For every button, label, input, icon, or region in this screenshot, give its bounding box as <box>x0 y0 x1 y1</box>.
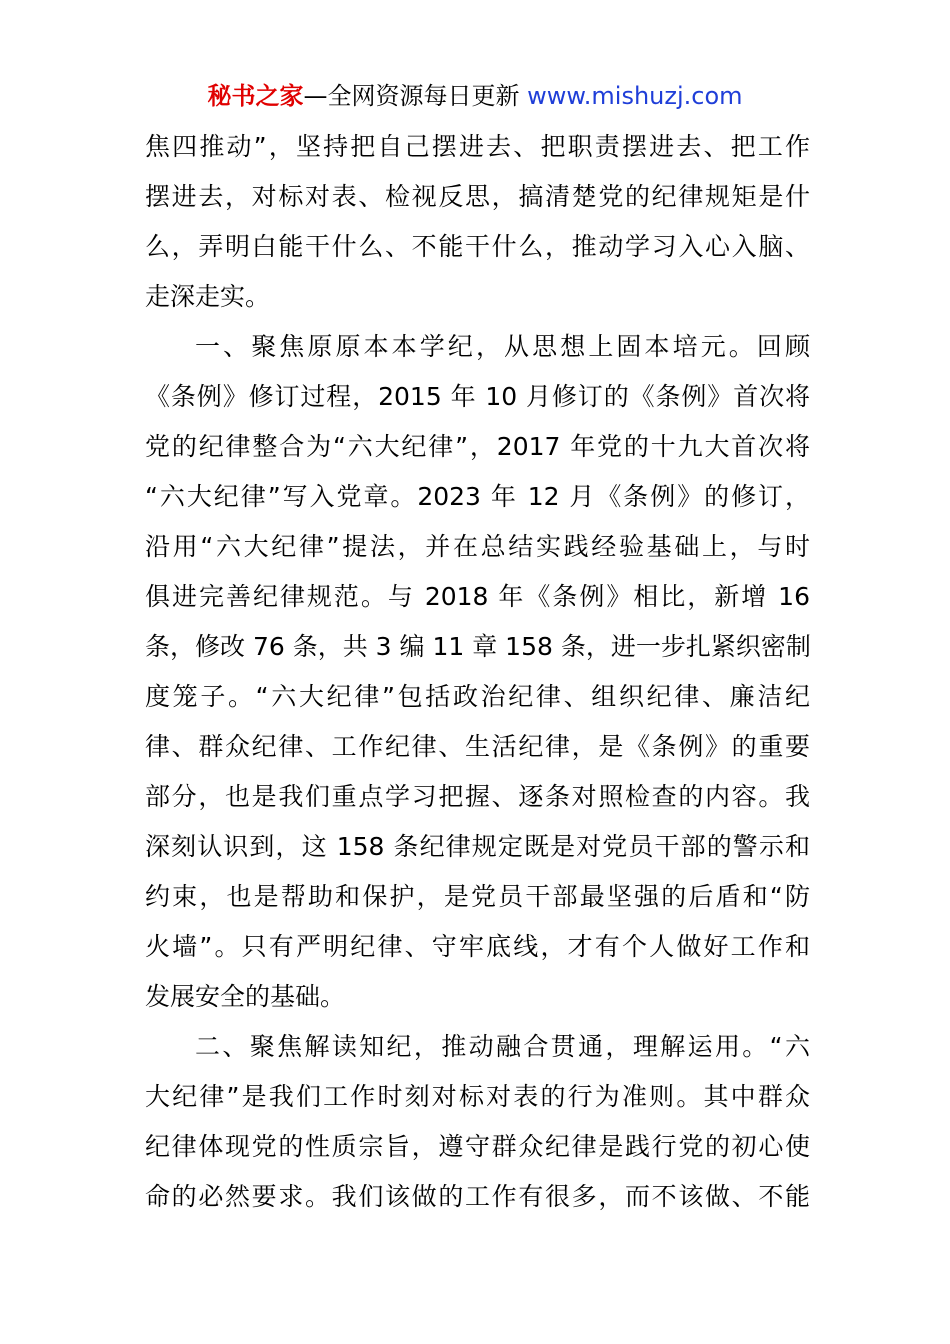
text-line: 条，修改 76 条，共 3 编 11 章 158 条，进一步扎紧织密制 <box>145 632 811 661</box>
text-line: 火墙”。只有严明纪律、守牢底线，才有个人做好工作和 <box>145 932 810 961</box>
section-heading-line: 一、聚焦原原本本学纪，从思想上固本培元。回顾 <box>195 332 810 361</box>
text-line: 纪律体现党的性质宗旨，遵守群众纪律是践行党的初心使 <box>145 1132 810 1161</box>
text-line: 发展安全的基础。 <box>145 982 346 1011</box>
section-heading-line: 二、聚焦解读知纪，推动融合贯通，理解运用。“六 <box>195 1032 810 1061</box>
text-line: “六大纪律”写入党章。2023 年 12 月《条例》的修订， <box>145 482 810 511</box>
text-line: 走深走实。 <box>145 282 271 311</box>
text-line: 深刻认识到，这 158 条纪律规定既是对党员干部的警示和 <box>145 832 810 861</box>
site-url-link[interactable]: www.mishuzj.com <box>527 82 743 110</box>
text-line: 焦四推动”，坚持把自己摆进去、把职责摆进去、把工作 <box>145 132 810 161</box>
text-line: 部分，也是我们重点学习把握、逐条对照检查的内容。我 <box>145 782 810 811</box>
site-brand: 秘书之家 <box>207 82 304 110</box>
text-line: 沿用“六大纪律”提法，并在总结实践经验基础上，与时 <box>145 532 810 561</box>
text-line: 律、群众纪律、工作纪律、生活纪律，是《条例》的重要 <box>145 732 810 761</box>
document-body <box>145 122 810 1222</box>
site-header <box>0 80 950 112</box>
text-line: 么，弄明白能干什么、不能干什么，推动学习入心入脑、 <box>145 232 810 261</box>
text-line: 命的必然要求。我们该做的工作有很多，而不该做、不能 <box>145 1182 810 1211</box>
text-line: 度笼子。“六大纪律”包括政治纪律、组织纪律、廉洁纪 <box>145 682 810 711</box>
text-line: 大纪律”是我们工作时刻对标对表的行为准则。其中群众 <box>145 1082 810 1111</box>
text-line: 党的纪律整合为“六大纪律”，2017 年党的十九大首次将 <box>145 432 810 461</box>
site-tagline: —全网资源每日更新 <box>303 82 520 110</box>
text-line: 约束，也是帮助和保护，是党员干部最坚强的后盾和“防 <box>145 882 810 911</box>
text-line: 俱进完善纪律规范。与 2018 年《条例》相比，新增 16 <box>145 582 810 611</box>
text-line: 《条例》修订过程，2015 年 10 月修订的《条例》首次将 <box>145 382 810 411</box>
text-line: 摆进去，对标对表、检视反思，搞清楚党的纪律规矩是什 <box>145 182 810 211</box>
